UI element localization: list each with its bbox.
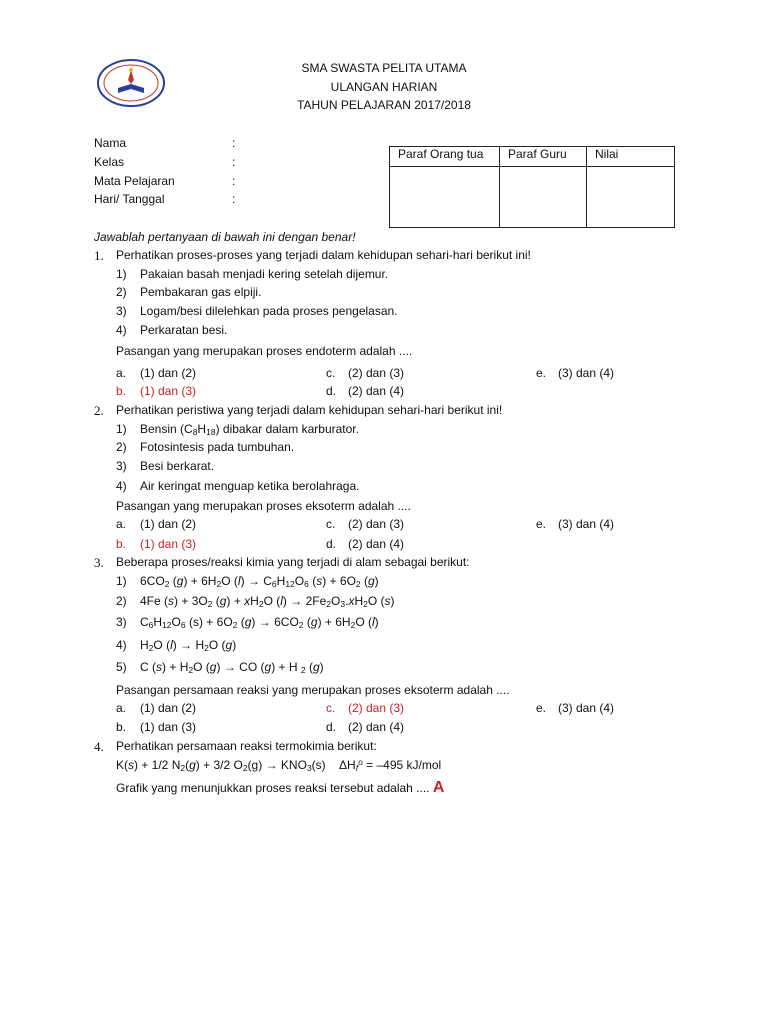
q4-answer: A [432,779,445,796]
q3-opt-letter: d. [326,720,337,734]
q3-equation-4: $H_2O$ $(l) \to H_2O$ (g) [140,638,237,653]
nilai-cell [587,167,675,228]
q1-text: Perhatikan proses-proses yang terjadi dalam kehidupan sehari-hari berikut ini! [116,248,531,262]
q1-item-text: Perkaratan besi. [140,323,228,337]
q1-opt-letter: e. [536,366,547,380]
q1-item-text: Pembakaran gas elpiji. [140,285,262,299]
q1-item-text: Logam/besi dilelehkan pada proses pengelasan. [140,304,398,318]
field-colon: : [232,136,236,150]
instruction: Jawablah pertanyaan di bawah ini dengan benar! [94,230,356,244]
paraf-orang-tua-cell [390,167,500,228]
paraf-orang-tua-header: Paraf Orang tua [390,147,500,167]
field-colon: : [232,155,236,169]
q1-item-num: 4) [116,323,127,337]
q1-opt-letter: c. [326,366,336,380]
q2-opt-text: (1) dan (2) [140,517,197,531]
q3-opt-letter: a. [116,701,127,715]
q4-equation: K(s) + 1/2 $N_2(g) + 3/2$ $O_2(g) \to KNO_3(s)$ $\Delta H_f^o = -495$ kJ/mol [116,757,442,773]
nilai-header: Nilai [587,147,675,167]
q1-item-num: 1) [116,267,127,281]
q1-prompt: Pasangan yang merupakan proses endoterm adalah .... [116,344,413,358]
q1-number: 1. [94,248,104,263]
q1-opt-text: (3) dan (4) [558,366,615,380]
field-label-hari: Hari/ Tanggal [94,192,165,206]
q2-number: 2. [94,403,104,418]
q2-item-text: Fotosintesis pada tumbuhan. [140,440,295,454]
q2-opt-letter: a. [116,517,127,531]
q2-item-num: 4) [116,479,127,493]
exam-title: ULANGAN HARIAN [330,80,438,94]
q1-item-num: 2) [116,285,127,299]
q1-opt-text: (2) dan (4) [348,384,405,398]
q2-prompt: Pasangan yang merupakan proses eksoterm adalah .... [116,499,411,513]
academic-year: TAHUN PELAJARAN 2017/2018 [297,98,471,112]
q3-number: 3. [94,555,104,570]
q3-item-num: 5) [116,660,127,674]
q2-item-text: Besi berkarat. [140,459,215,473]
q2-opt-text: (3) dan (4) [558,517,615,531]
q3-opt-text: (1) dan (3) [140,720,197,734]
q4-prompt: Grafik yang menunjukkan proses reaksi tersebut adalah .... A [116,779,445,796]
q3-opt-text: (3) dan (4) [558,701,615,715]
q2-opt-letter: b. [116,537,127,551]
q3-opt-text: (1) dan (2) [140,701,197,715]
school-name: SMA SWASTA PELITA UTAMA [301,61,467,75]
q3-equation-1: $6CO_2$ $(g) + 6H_2O$ $(l) \to C_6H_{12}O_6$ $(s) + 6O_2$ (g) [140,574,379,589]
q3-item-num: 1) [116,574,127,588]
q1-opt-text: (1) dan (3) [140,384,197,398]
q2-item-num: 2) [116,440,127,454]
q3-equation-2: 4Fe $(s) + 3O_2$ $(g) + xH_2O$ $(l) \to 2Fe_2O_3.xH_2O$ (s) [140,594,395,609]
field-label-mapel: Mata Pelajaran [94,174,175,188]
paraf-guru-header: Paraf Guru [500,147,587,167]
q1-item-text: Pakaian basah menjadi kering setelah dijemur. [140,267,389,281]
q3-opt-letter: e. [536,701,547,715]
paraf-guru-cell [500,167,587,228]
q3-item-num: 4) [116,638,127,652]
field-colon: : [232,174,236,188]
q2-item-text: Bensin $(C_8H_{18})$ dibakar dalam karburator. [140,422,359,437]
q3-equation-5: C $(s) + H_2O$ (g) → CO (g) + H $_2$ (g) [140,660,324,675]
q3-opt-text: (2) dan (4) [348,720,405,734]
field-colon: : [232,192,236,206]
q3-opt-letter: b. [116,720,127,734]
q2-item-num: 3) [116,459,127,473]
paraf-table [389,146,675,228]
school-logo-icon [96,58,166,108]
q2-opt-text: (2) dan (4) [348,537,405,551]
q3-item-num: 2) [116,594,127,608]
q4-number: 4. [94,739,104,754]
q2-opt-letter: e. [536,517,547,531]
field-label-nama: Nama [94,136,127,150]
q1-opt-text: (2) dan (3) [348,366,405,380]
q3-opt-text: (2) dan (3) [348,701,405,715]
field-label-kelas: Kelas [94,155,125,169]
q3-prompt: Pasangan persamaan reaksi yang merupakan proses eksoterm adalah .... [116,683,510,697]
q2-item-text: Air keringat menguap ketika berolahraga. [140,479,360,493]
q1-opt-text: (1) dan (2) [140,366,197,380]
q4-text: Perhatikan persamaan reaksi termokimia berikut: [116,739,377,753]
q1-opt-letter: a. [116,366,127,380]
q3-opt-letter: c. [326,701,336,715]
q2-opt-letter: d. [326,537,337,551]
q1-opt-letter: b. [116,384,127,398]
q3-text: Beberapa proses/reaksi kimia yang terjadi di alam sebagai berikut: [116,555,470,569]
q1-item-num: 3) [116,304,127,318]
q2-opt-text: (2) dan (3) [348,517,405,531]
q2-text: Perhatikan peristiwa yang terjadi dalam kehidupan sehari-hari berikut ini! [116,403,503,417]
q2-opt-letter: c. [326,517,336,531]
q2-item-num: 1) [116,422,127,436]
q1-opt-letter: d. [326,384,337,398]
q2-opt-text: (1) dan (3) [140,537,197,551]
q3-equation-3: $C_6H_{12}O_6$ $(s) + 6O_2$ $(g) \to 6CO_2$ $(g) + 6H_2O$ (l) [140,615,379,630]
q3-item-num: 3) [116,615,127,629]
